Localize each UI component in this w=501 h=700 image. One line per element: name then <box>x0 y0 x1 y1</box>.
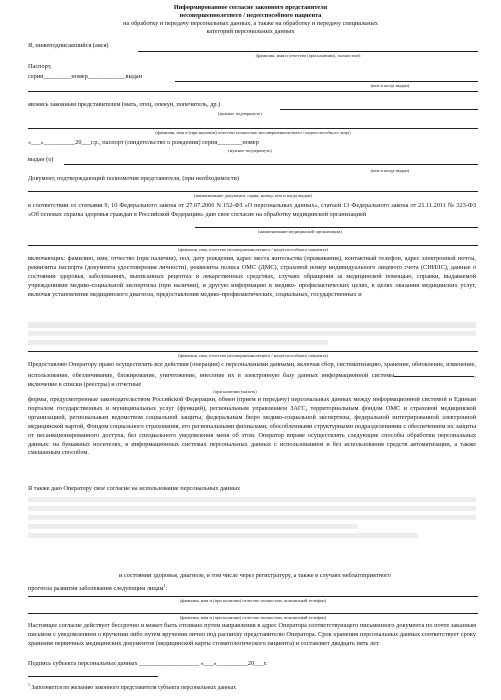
faded-text-line <box>28 515 476 520</box>
footnote-separator <box>28 676 158 677</box>
signature-row[interactable]: Подпись субъекта персональных данных ___________________ «___»__________20___г. <box>28 660 268 667</box>
organization-hint: (наименование медицинской организации) <box>258 229 342 234</box>
faded-text-line <box>28 340 328 345</box>
exchange-paragraph: формы, предусмотренные законодательством Российской Федерации, обмен (прием и передачу) персональных данных между информационной системой и Единым порталом государственных и муниципальных услуг (функций), региональным управлением ЗАГС, территориальным фондом ОМС и страховой медицинской организацией, региональным ведомством социальной защиты, федеральным бюро медико-социальной экспертизы, федеральной интегрированной электронной медицинской картой, Фондом социального страхования, его региональными филиалами, обособленными структурными подразделениями с обеспечением их защиты от несанкционированного доступа, без специального уведомления меня об этом. Оператор вправе осуществлять следующие способы обработки персональных данных: на бумажных носителях, в информационных системах персональных данных с использованием и без использования средств автоматизации, а также смешанным способом. <box>28 396 476 457</box>
representative-line[interactable] <box>280 109 478 110</box>
operator-rights-paragraph <box>28 361 476 390</box>
passport-issued-line-2[interactable] <box>28 91 478 92</box>
data-scope-paragraph: включающих: фамилию, имя, отчество (при наличии), пол, дату рождения, адрес места жительства (проживания), контактный телефон, адрес электронной почты, реквизиты паспорта (документа удостоверения личности), реквизиты полиса ОМС (ДМС), страховой номер индивидуального лицевого счета (СНИЛС), данные о состоянии здоровья, заболеваниях, выписанных рецептах и лекарственных средствах, случаях обращения за медицинской помощью, справки, выдаваемой учреждениями медико-социальной экспертизы (при наличии), и другую информацию в медико- профилактических целях, в целях оказания медицинских услуг, включая установление медицинского диагноза, предоставления медико-профилактических, социальных, государственных и <box>28 255 476 298</box>
footnote-ref: 1 <box>163 583 166 588</box>
contact-hint-1: (фамилия, имя и (при наличии) отчество полностью, контактный телефон) <box>179 598 327 603</box>
form-title-line3: на обработку и передачу персональных данных, а также на обработку и передачу специальных <box>123 20 378 27</box>
faded-text-line <box>28 533 418 538</box>
birth-date-row: «___»__________20___г.р., паспорт (свидетельство о рождении) серия________номер <box>28 139 259 146</box>
patient-name-line[interactable] <box>28 128 478 129</box>
info-system-hint: (при наличии указать) <box>213 389 257 394</box>
faded-text-line <box>28 524 358 529</box>
patient2-hint: (фамилия, имя, отчество несовершеннолетнего / недееспособного пациента) <box>178 247 328 252</box>
patient-name-hint: (фамилия, имя и (при наличии) отчество полностью несовершеннолетнего / недееспособного лица) <box>155 130 351 135</box>
authority-doc-hint: (наименование документа, серия, номер, кем и когда выдан) <box>194 193 312 198</box>
contact-hint-2: (фамилия, имя и (при наличии) отчество полностью, контактный телефон) <box>179 615 327 620</box>
health-info-line: и состоянии здоровья, диагнозе, в том числе через регистратуру, а также в случаях неблагоприятного <box>119 572 391 579</box>
legal-basis-paragraph: в соответствии со статьями 9, 10 Федерального закона от 27.07.2006 N 152-ФЗ «О персональных данных», статьей 13 Федерального закона от 21.11.2011 № 323-ФЗ «Об основах охраны здоровья граждан в Российской Федерации» даю свое согласие на обработку медицинской организацией <box>28 202 476 218</box>
consent-use-label: Я также даю Оператору свое согласие на использование персональных данных <box>28 485 241 492</box>
operator-rights-text: Предоставляю Оператору право осуществлять все действия (операции) с персональными данными, включая сбор, систематизацию, хранение, обновление, изменение, использование, обезличивание, блокирование, уничтожение, внесение их в электронную базу данных информационной системы <box>28 361 476 379</box>
signer-name-line[interactable] <box>138 51 478 52</box>
authority-doc-line[interactable] <box>28 191 478 192</box>
issued-by-line[interactable] <box>64 164 478 165</box>
issued-by-label: выдан (о) <box>28 156 54 163</box>
patient3-line[interactable] <box>28 351 478 352</box>
organization-line[interactable] <box>195 227 478 228</box>
contact-line-1[interactable] <box>28 596 478 597</box>
signer-name-hint: (фамилия, имя и отчество (при наличии), полностью) <box>255 53 361 58</box>
contact-persons-text: прогноза развития заболевания следующим лицам <box>28 585 164 593</box>
footnote-text: Заполняется по желанию законного представителя субъекта персональных данных <box>31 684 237 691</box>
signer-label: Я, нижеподписавшийся (аяся) <box>28 42 109 49</box>
contact-persons-label: прогноза развития заболевания следующим лицам$^1$: <box>28 583 168 593</box>
form-title-line2: несовершеннолетнего / недееспособного пациента <box>179 12 322 19</box>
footnote <box>28 681 236 692</box>
footnote-number: 1 <box>28 682 30 687</box>
representative-hint: (нужное подчеркнуть) <box>218 111 262 116</box>
contact-line-2[interactable] <box>28 613 478 614</box>
info-system-field[interactable] <box>394 370 474 377</box>
operator-rights-text-end: , включение в списки (реестры) и отчетные <box>28 371 476 388</box>
patient2-line[interactable] <box>28 245 478 246</box>
form-title-line1: Информированное согласие законного представителя <box>173 4 328 11</box>
faded-text-line <box>28 331 476 336</box>
faded-text-line <box>28 322 476 328</box>
validity-paragraph: Настоящее согласие действует бессрочно и может быть отозвано путем направления в адрес Оператора соответствующего письменного документа по почте заказным письмом с уведомлением о вручении либо путем вручения лично под расписку представителю Оператора. Срок хранения персональных данных соответствует сроку хранения первичных медицинских документов (медицинской карты стоматологического пациента) и составляет двадцать пять лет. <box>28 622 476 647</box>
birth-doc-hint: (нужное подчеркнуть) <box>228 148 272 153</box>
form-title-line4: категорий персональных данных <box>206 28 295 35</box>
passport-label: Паспорт, <box>28 63 52 70</box>
passport-issued-hint: (кем и когда выдан) <box>370 83 410 88</box>
authority-doc-label: Документ, подтверждающий полномочия представителя, (при необходимости) <box>28 175 239 182</box>
faded-text-line <box>28 506 476 511</box>
passport-issued-line[interactable] <box>175 81 478 82</box>
patient3-hint: (фамилия, имя, отчество несовершеннолетнего / недееспособного пациента) <box>178 353 328 358</box>
issued-by-hint: (кем и когда выдан) <box>370 168 410 173</box>
faded-text-line <box>28 497 476 502</box>
passport-seria-row: серия_________номер____________выдан <box>28 73 143 80</box>
representative-label: являясь законным представителем (мать, отец, опекун, попечитель, др.) <box>28 101 221 108</box>
